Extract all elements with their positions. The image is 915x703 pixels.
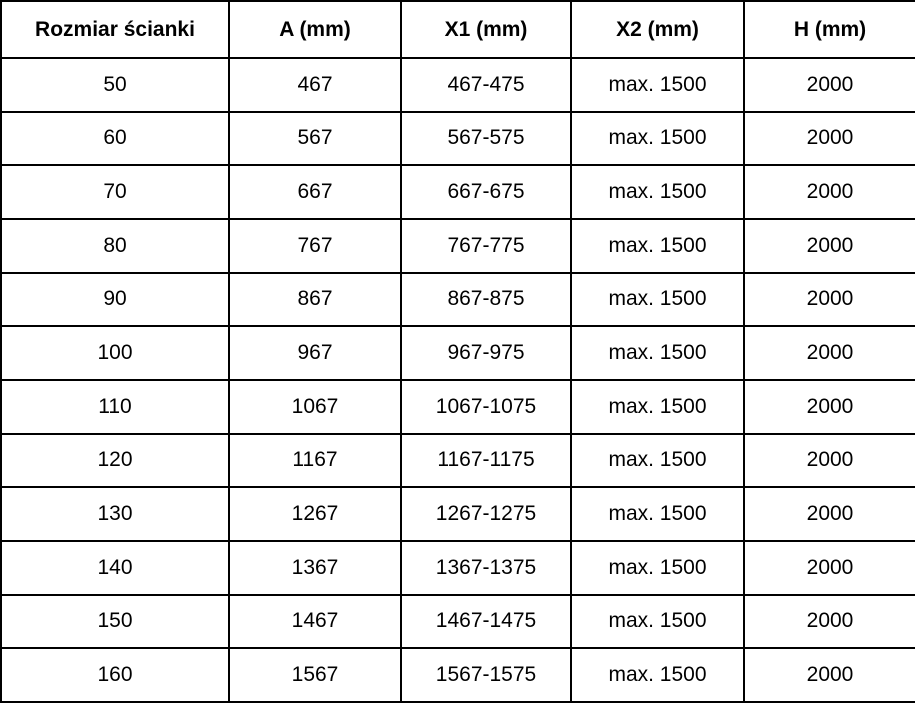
table-cell: 667-675 [401,165,571,219]
table-cell: 1167-1175 [401,434,571,488]
table-cell: 867-875 [401,273,571,327]
table-cell: 2000 [744,112,915,166]
table-row [1,487,915,541]
table-cell: max. 1500 [571,165,744,219]
table-cell: 1267-1275 [401,487,571,541]
table-cell: 1567-1575 [401,648,571,702]
header-cell: H (mm) [744,1,915,58]
table-cell: 2000 [744,595,915,649]
table-cell: 2000 [744,58,915,112]
table-cell: max. 1500 [571,112,744,166]
table-cell: 70 [1,165,229,219]
table-cell: 2000 [744,380,915,434]
header-cell: Rozmiar ścianki [1,1,229,58]
table-row [1,380,915,434]
table-cell: max. 1500 [571,487,744,541]
table-cell: 80 [1,219,229,273]
table-cell: 467 [229,58,401,112]
table-row [1,326,915,380]
table-cell: 2000 [744,487,915,541]
table-row [1,165,915,219]
table-row [1,112,915,166]
table-cell: 110 [1,380,229,434]
table-row [1,58,915,112]
table-cell: 767-775 [401,219,571,273]
table-row [1,434,915,488]
table-cell: 667 [229,165,401,219]
table-cell: max. 1500 [571,380,744,434]
table-cell: max. 1500 [571,219,744,273]
table-cell: 1467-1475 [401,595,571,649]
table-cell: 130 [1,487,229,541]
table-cell: 60 [1,112,229,166]
table-cell: max. 1500 [571,58,744,112]
table-cell: 120 [1,434,229,488]
table-cell: max. 1500 [571,273,744,327]
table-cell: 140 [1,541,229,595]
table-cell: 1067-1075 [401,380,571,434]
table-cell: 2000 [744,541,915,595]
table-row [1,648,915,702]
table-cell: 2000 [744,165,915,219]
table-cell: 90 [1,273,229,327]
table-row [1,219,915,273]
table-cell: 967 [229,326,401,380]
header-cell: X1 (mm) [401,1,571,58]
table-cell: 1167 [229,434,401,488]
table-cell: 967-975 [401,326,571,380]
table-row [1,541,915,595]
table-cell: 1567 [229,648,401,702]
table-cell: 1367-1375 [401,541,571,595]
table-cell: 1467 [229,595,401,649]
table-cell: max. 1500 [571,595,744,649]
table-cell: 567-575 [401,112,571,166]
table-cell: max. 1500 [571,648,744,702]
table-cell: 2000 [744,273,915,327]
table-cell: 1067 [229,380,401,434]
table-cell: 467-475 [401,58,571,112]
header-cell: A (mm) [229,1,401,58]
table-cell: max. 1500 [571,434,744,488]
header-cell: X2 (mm) [571,1,744,58]
table-cell: 2000 [744,648,915,702]
table-cell: 150 [1,595,229,649]
table-cell: 767 [229,219,401,273]
table-cell: 567 [229,112,401,166]
table-cell: max. 1500 [571,326,744,380]
table-cell: 160 [1,648,229,702]
table-body [1,58,915,702]
table-cell: max. 1500 [571,541,744,595]
table-cell: 1267 [229,487,401,541]
table-cell: 1367 [229,541,401,595]
table-row [1,595,915,649]
table-cell: 2000 [744,434,915,488]
table-header [1,1,915,58]
table-cell: 100 [1,326,229,380]
header-row [1,1,915,58]
table-cell: 50 [1,58,229,112]
table-cell: 2000 [744,219,915,273]
table-cell: 2000 [744,326,915,380]
table-cell: 867 [229,273,401,327]
table-row [1,273,915,327]
